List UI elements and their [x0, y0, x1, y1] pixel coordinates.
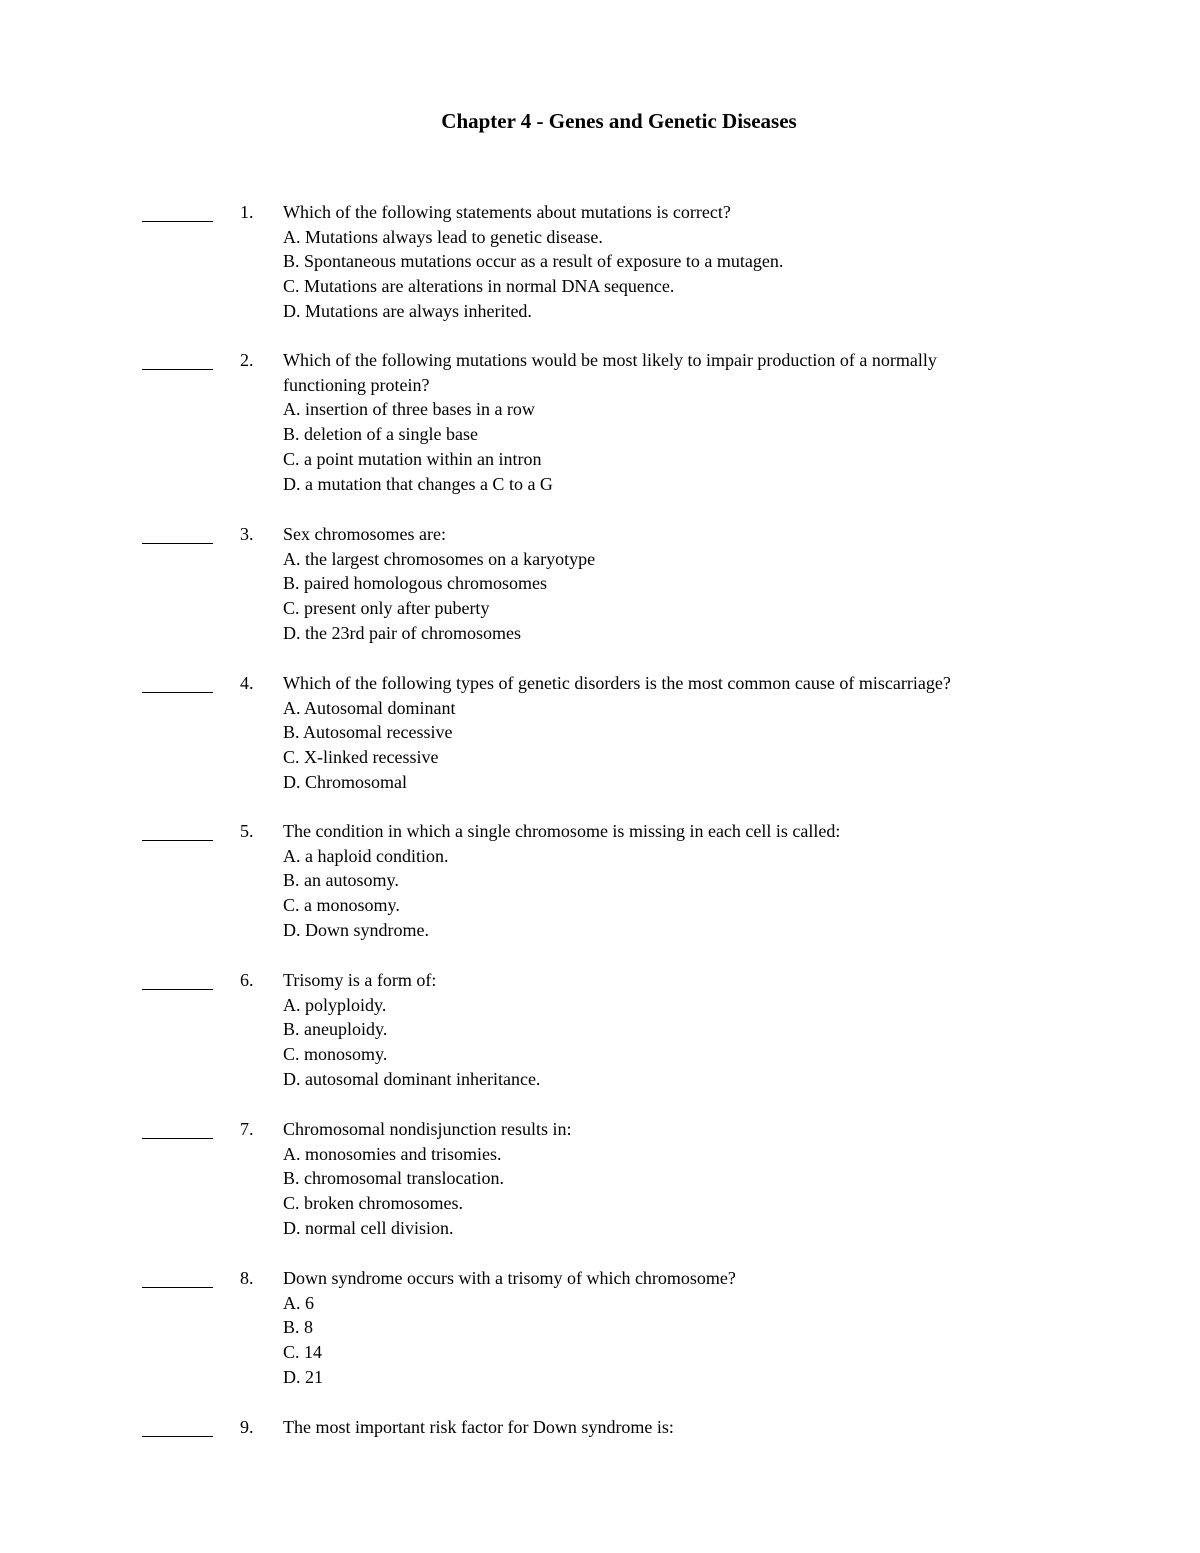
question-number: 5. [240, 821, 254, 841]
question-body [283, 1266, 1103, 1390]
question-text: The most important risk factor for Down syndrome is: [283, 1417, 674, 1437]
choice-a: A. Mutations always lead to genetic disease. [283, 226, 603, 247]
choice-b: B. 8 [283, 1317, 314, 1338]
choice-b: B. chromosomal translocation. [283, 1168, 504, 1189]
choice-d: D. normal cell division. [283, 1217, 454, 1238]
answer-blank[interactable] [142, 221, 213, 222]
answer-blank[interactable] [142, 543, 213, 544]
question-number: 9. [240, 1417, 254, 1437]
choice-a: A. insertion of three bases in a row [283, 399, 535, 420]
choice-d: D. Mutations are always inherited. [283, 300, 532, 321]
answer-blank[interactable] [142, 840, 213, 841]
answer-blank[interactable] [142, 369, 213, 370]
question-number: 1. [240, 202, 254, 222]
choice-c: C. 14 [283, 1342, 323, 1363]
answer-blank[interactable] [142, 989, 213, 990]
choice-b: B. deletion of a single base [283, 424, 478, 445]
choice-d: D. Down syndrome. [283, 919, 429, 940]
question-text: Down syndrome occurs with a trisomy of which chromosome? [283, 1268, 736, 1288]
question-text: Which of the following mutations would be most likely to impair production of a normally [283, 350, 937, 370]
question-body [283, 1117, 1103, 1241]
question-text: Which of the following types of genetic disorders is the most common cause of miscarriage? [283, 673, 951, 693]
choice-d: D. the 23rd pair of chromosomes [283, 622, 521, 643]
choice-c: C. X-linked recessive [283, 747, 439, 768]
question-body [283, 200, 1103, 324]
choice-c: C. broken chromosomes. [283, 1193, 463, 1214]
question-number: 2. [240, 350, 254, 370]
choice-b: B. an autosomy. [283, 870, 399, 891]
question-number: 7. [240, 1119, 254, 1139]
choice-a: A. 6 [283, 1292, 314, 1313]
choice-b: B. Autosomal recessive [283, 722, 453, 743]
choice-a: A. monosomies and trisomies. [283, 1143, 502, 1164]
choice-d: D. 21 [283, 1366, 323, 1387]
choice-a: A. a haploid condition. [283, 845, 449, 866]
choice-a: A. the largest chromosomes on a karyotype [283, 548, 596, 569]
question-body [283, 348, 1103, 496]
choice-d: D. Chromosomal [283, 771, 407, 792]
choice-c: C. a monosomy. [283, 895, 400, 916]
question-body [283, 819, 1103, 943]
question-text-continued: functioning protein? [283, 374, 430, 395]
question-number: 4. [240, 673, 254, 693]
question-body [283, 1415, 1103, 1440]
question-body [283, 968, 1103, 1092]
question-number: 8. [240, 1268, 254, 1288]
choice-a: A. Autosomal dominant [283, 697, 456, 718]
answer-blank[interactable] [142, 692, 213, 693]
choice-c: C. monosomy. [283, 1044, 388, 1065]
question-body [283, 522, 1103, 646]
choice-c: C. Mutations are alterations in normal DNA sequence. [283, 276, 675, 297]
question-number: 3. [240, 524, 254, 544]
choice-c: C. a point mutation within an intron [283, 448, 542, 469]
question-text: The condition in which a single chromosome is missing in each cell is called: [283, 821, 841, 841]
choice-b: B. paired homologous chromosomes [283, 573, 547, 594]
question-text: Trisomy is a form of: [283, 970, 437, 990]
question-text: Which of the following statements about mutations is correct? [283, 202, 731, 222]
answer-blank[interactable] [142, 1138, 213, 1139]
choice-d: D. autosomal dominant inheritance. [283, 1068, 541, 1089]
choice-b: B. aneuploidy. [283, 1019, 388, 1040]
question-number: 6. [240, 970, 254, 990]
page-title: Chapter 4 - Genes and Genetic Diseases [441, 109, 797, 133]
choice-d: D. a mutation that changes a C to a G [283, 473, 553, 494]
choice-b: B. Spontaneous mutations occur as a result of exposure to a mutagen. [283, 251, 784, 272]
choice-c: C. present only after puberty [283, 598, 490, 619]
question-text: Chromosomal nondisjunction results in: [283, 1119, 572, 1139]
answer-blank[interactable] [142, 1436, 213, 1437]
answer-blank[interactable] [142, 1287, 213, 1288]
question-text: Sex chromosomes are: [283, 524, 446, 544]
question-body [283, 671, 1103, 795]
choice-a: A. polyploidy. [283, 994, 387, 1015]
